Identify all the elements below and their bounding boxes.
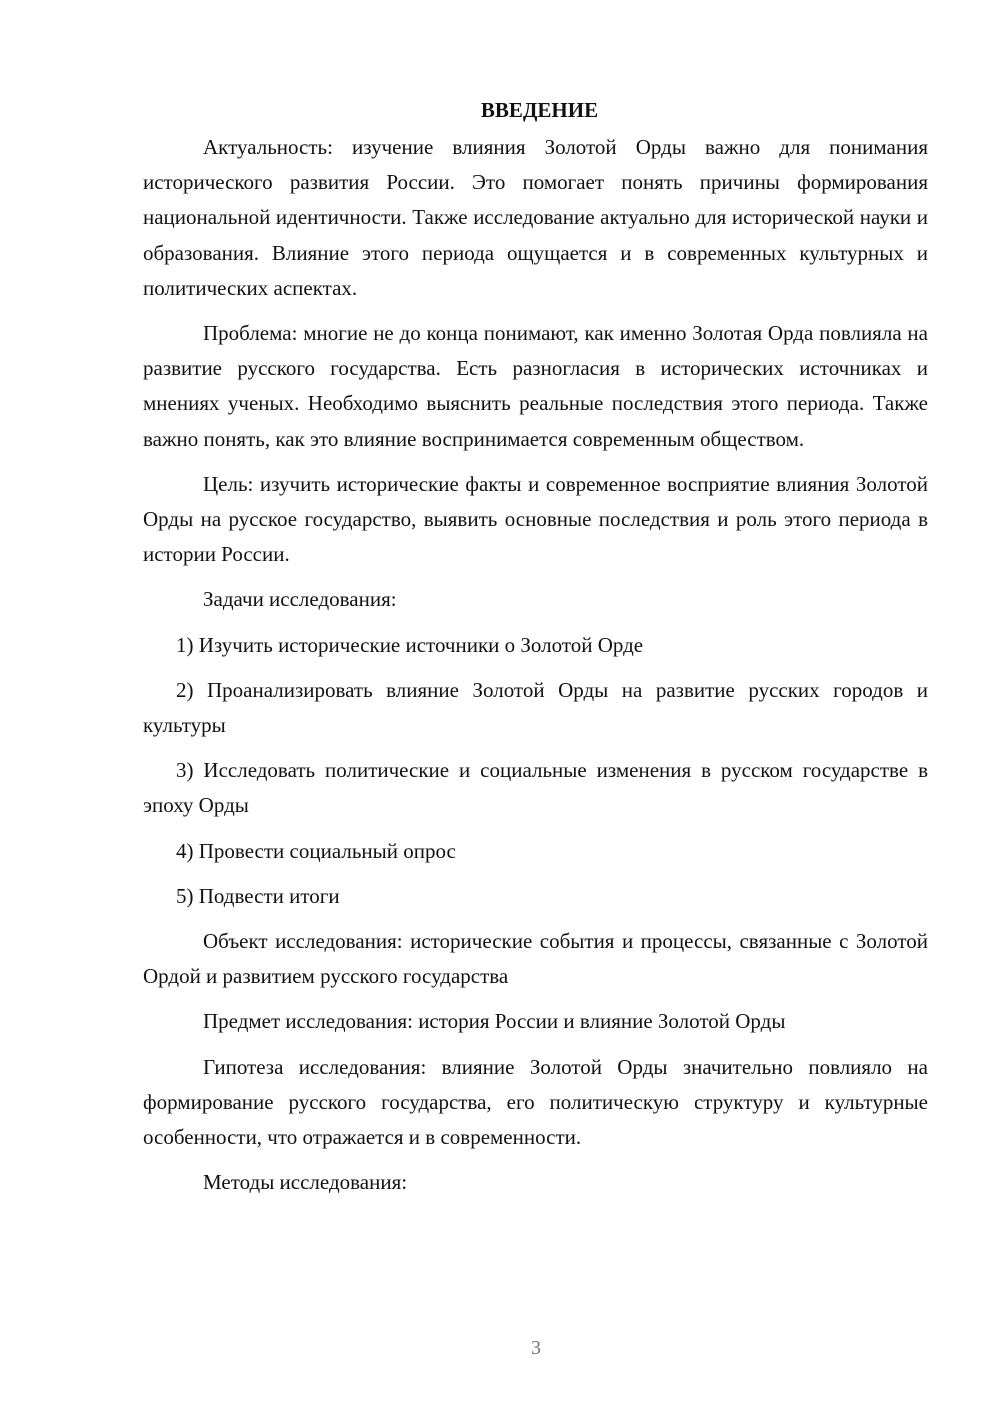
task-item-1: 1) Изучить исторические источники о Золотой Орде <box>176 632 644 657</box>
subject-paragraph: Предмет исследования: история России и влияние Золотой Орды <box>203 1009 786 1034</box>
problem-paragraph: Проблема: многие не до конца понимают, как именно Золотая Орда повлияла на развитие русского государства. Есть разногласия в исторических источниках и мнениях ученых. Необходимо выяснить реальные последствия этого периода. Также важно понять, как это влияние воспринимается современным обществом. <box>143 321 928 451</box>
hypothesis-paragraph: Гипотеза исследования: влияние Золотой Орды значительно повлияло на формирование русского государства, его политическую структуру и культурные особенности, что отражается и в современности. <box>143 1054 928 1150</box>
task-item-5: 5) Подвести итоги <box>176 883 340 908</box>
page-content <box>143 96 928 1200</box>
goal-paragraph: Цель: изучить исторические факты и современное восприятие влияния Золотой Орды на русское государство, выявить основные последствия и роль этого периода в истории России. <box>143 471 928 567</box>
object-paragraph: Объект исследования: исторические события и процессы, связанные с Золотой Ордой и развитием русского государства <box>143 929 928 989</box>
task-item-4: 4) Провести социальный опрос <box>176 838 456 863</box>
tasks-heading: Задачи исследования: <box>203 587 397 612</box>
relevance-paragraph: Актуальность: изучение влияния Золотой Орды важно для понимания исторического развития России. Это помогает понять причины формирования национальной идентичности. Также исследование актуально для исторической науки и образования. Влияние этого периода ощущается и в современных культурных и политических аспектах. <box>143 135 928 300</box>
methods-heading: Методы исследования: <box>203 1170 408 1195</box>
page-title: ВВЕДЕНИЕ <box>480 98 599 122</box>
task-item-2: 2) Проанализировать влияние Золотой Орды на развитие русских городов и культуры <box>143 677 928 738</box>
page-number: 3 <box>531 1337 541 1359</box>
task-item-3: 3) Исследовать политические и социальные изменения в русском государстве в эпоху Орды <box>143 758 928 818</box>
